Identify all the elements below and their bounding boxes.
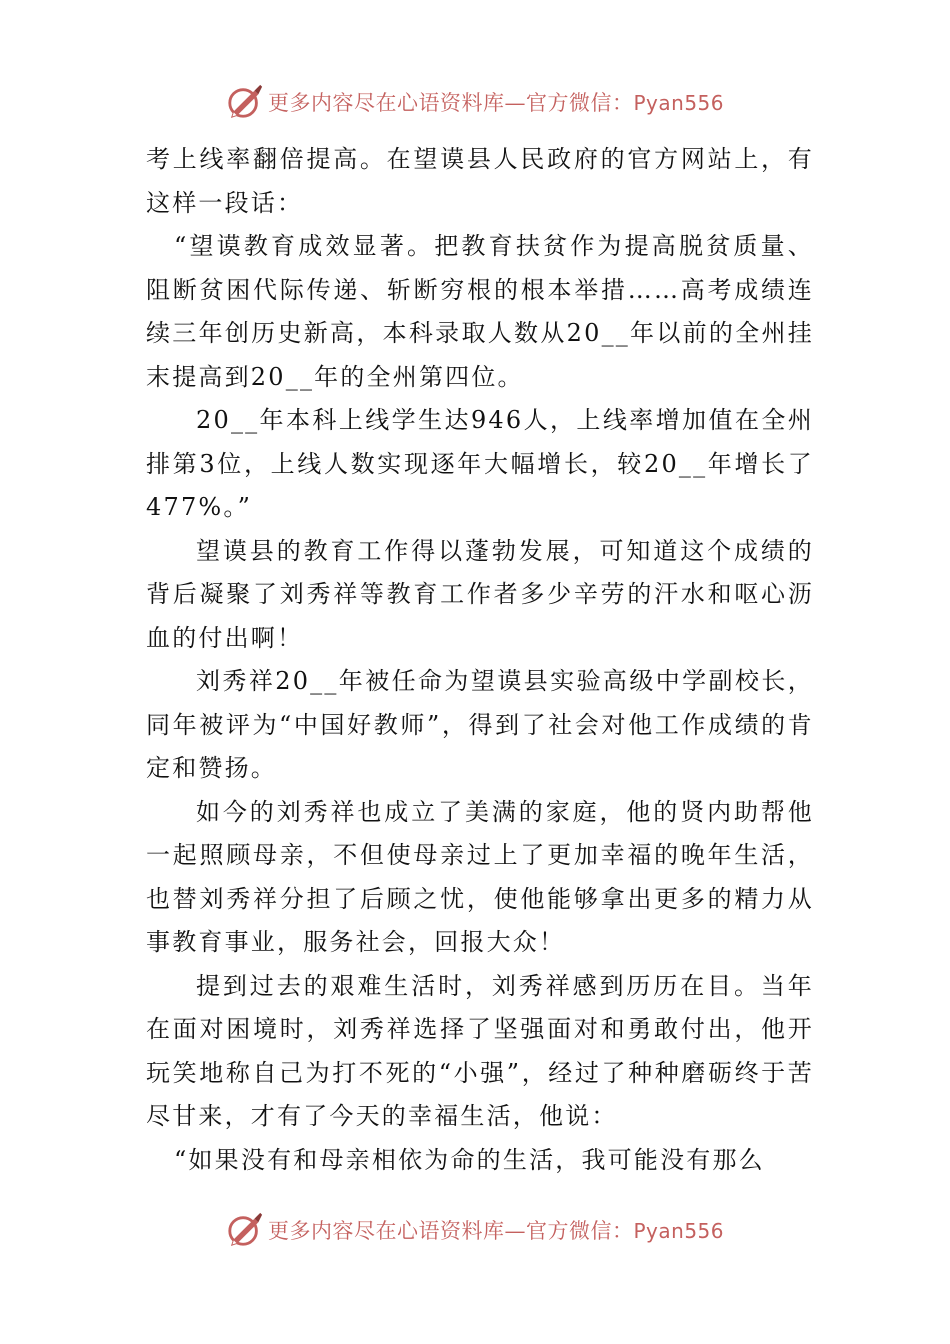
watermark-text: 更多内容尽在心语资料库—官方微信：Pyan556: [267, 1219, 724, 1243]
document-body: [146, 138, 814, 1182]
watermark-text: 更多内容尽在心语资料库—官方微信：Pyan556: [267, 91, 724, 115]
paragraph-5: 刘秀祥20__年被任命为望谟县实验高级中学副校长，同年被评为“中国好教师”，得到了社会对他工作成绩的肯定和赞扬。: [146, 667, 814, 782]
footer-watermark: [0, 1208, 950, 1252]
header-watermark: [0, 80, 950, 124]
paragraph-7: 提到过去的艰难生活时，刘秀祥感到历历在目。当年在面对困境时，刘秀祥选择了坚强面对和勇敢付出，他开玩笑地称自己为打不死的“小强”，经过了种种磨砺终于苦尽甘来，才有了今天的幸福生活，他说：: [146, 971, 814, 1130]
watermark-wechat-id: Pyan556: [633, 91, 724, 115]
pen-logo-icon: [226, 1211, 264, 1249]
paragraph-2: “望谟教育成效显著。把教育扶贫作为提高脱贫质量、阻断贫困代际传递、斩断穷根的根本举措……高考成绩连续三年创历史新高，本科录取人数从20__年以前的全州挂末提高到20__年的全州第四位。: [146, 232, 814, 391]
paragraph-6: 如今的刘秀祥也成立了美满的家庭，他的贤内助帮他一起照顾母亲，不但使母亲过上了更加幸福的晚年生活，也替刘秀祥分担了后顾之忧，使他能够拿出更多的精力从事教育事业，服务社会，回报大众！: [146, 797, 814, 956]
paragraph-1: 考上线率翻倍提高。在望谟县人民政府的官方网站上，有这样一段话：: [146, 145, 814, 217]
pen-logo-icon: [226, 83, 264, 121]
paragraph-8: “如果没有和母亲相依为命的生活，我可能没有那么: [174, 1145, 765, 1174]
paragraph-4: 望谟县的教育工作得以蓬勃发展，可知道这个成绩的背后凝聚了刘秀祥等教育工作者多少辛劳的汗水和呕心沥血的付出啊！: [146, 536, 814, 652]
paragraph-3: 20__年本科上线学生达946人，上线率增加值在全州排第3位，上线人数实现逐年大幅增长，较20__年增长了477%。”: [146, 406, 814, 521]
watermark-wechat-id: Pyan556: [633, 1219, 724, 1243]
